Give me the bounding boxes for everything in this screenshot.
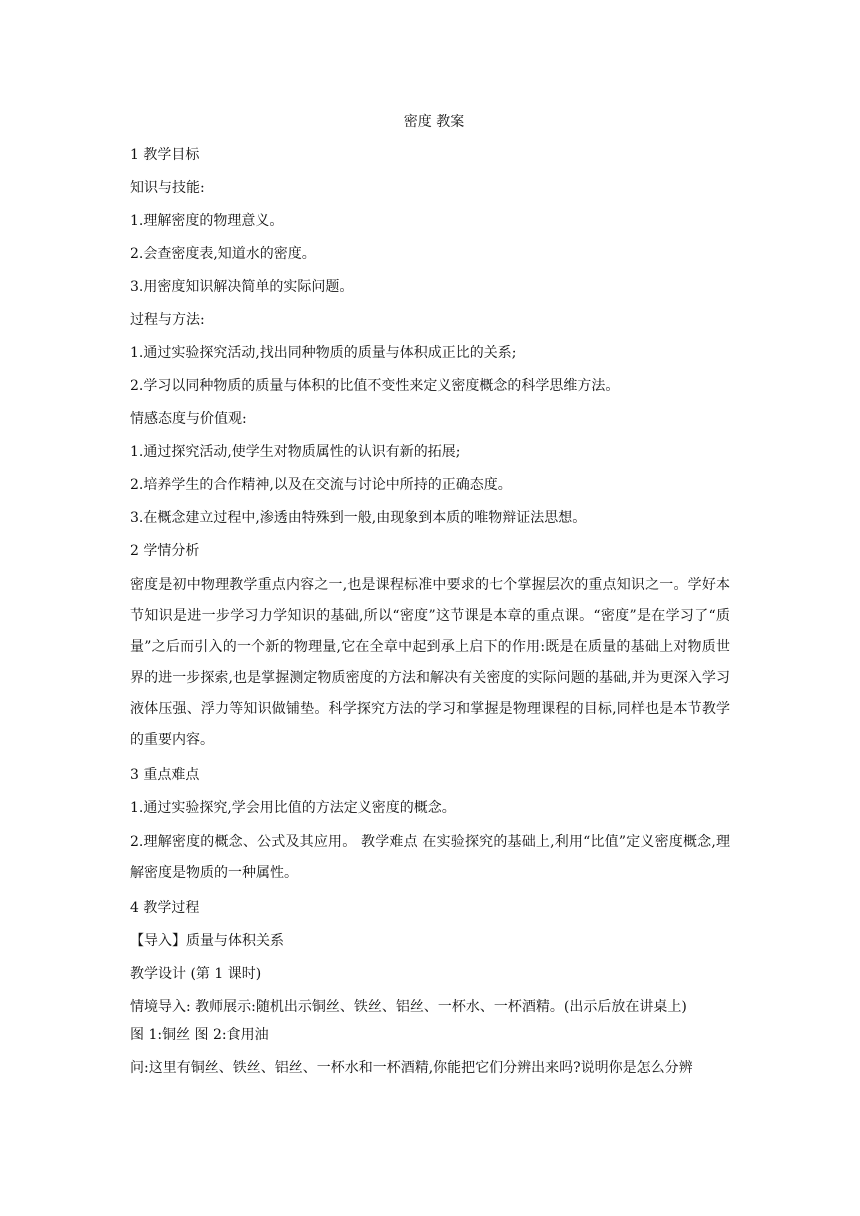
scene-intro: 情境导入: 教师展示:随机出示铜丝、铁丝、铝丝、一杯水、一杯酒精。(出示后放在讲桌上): [130, 999, 687, 1015]
key-point-2: 2.理解密度的概念、公式及其应用。 教学难点 在实验探究的基础上,利用“比值”定义密度概念,理解密度是物质的一种属性。: [130, 834, 730, 881]
knowledge-item-3: 3.用密度知识解决简单的实际问题。: [130, 279, 354, 295]
section-heading-analysis: 2 学情分析: [130, 543, 200, 559]
subheading-emotion-values: 情感态度与价值观:: [130, 411, 247, 427]
question-text: 问:这里有铜丝、铁丝、铝丝、一杯水和一杯酒精,你能把它们分辨出来吗?说明你是怎么分辨: [130, 1060, 693, 1076]
document-page: [130, 108, 730, 1082]
section-heading-key-points: 3 重点难点: [130, 767, 200, 783]
section-heading-objectives: 1 教学目标: [130, 147, 200, 163]
emotion-item-2: 2.培养学生的合作精神,以及在交流与讨论中所持的正确态度。: [130, 477, 512, 493]
knowledge-item-2: 2.会查密度表,知道水的密度。: [130, 246, 316, 262]
process-item-1: 1.通过实验探究活动,找出同种物质的质量与体积成正比的关系;: [130, 345, 517, 361]
knowledge-item-1: 1.理解密度的物理意义。: [130, 213, 284, 229]
emotion-item-1: 1.通过探究活动,使学生对物质属性的认识有新的拓展;: [130, 444, 461, 460]
analysis-paragraph: 密度是初中物理教学重点内容之一,也是课程标准中要求的七个掌握层次的重点知识之一。学好本节知识是进一步学习力学知识的基础,所以“密度”这节课是本章的重点课。“密度”是在学习了“质量”之后而引入的一个新的物理量,它在全章中起到承上启下的作用:既是在质量的基础上对物质世界的进一步探索,也是掌握测定物质密度的方法和解决有关密度的实际问题的基础,并为更深入学习液体压强、浮力等知识做铺垫。科学探究方法的学习和掌握是物理课程的目标,同样也是本节教学的重要内容。: [130, 577, 730, 748]
intro-heading: 【导入】质量与体积关系: [130, 933, 284, 949]
emotion-item-3: 3.在概念建立过程中,渗透由特殊到一般,由现象到本质的唯物辩证法思想。: [130, 510, 587, 526]
document-title: 密度 教案: [403, 114, 465, 130]
subheading-knowledge-skills: 知识与技能:: [130, 180, 205, 196]
subheading-process-method: 过程与方法:: [130, 312, 205, 328]
figure-captions: 图 1:铜丝 图 2:食用油: [130, 1027, 269, 1043]
process-item-2: 2.学习以同种物质的质量与体积的比值不变性来定义密度概念的科学思维方法。: [130, 378, 620, 394]
lesson-design: 教学设计 (第 1 课时): [130, 966, 262, 982]
key-point-1: 1.通过实验探究,学会用比值的方法定义密度的概念。: [130, 800, 456, 816]
section-heading-process: 4 教学过程: [130, 900, 200, 916]
